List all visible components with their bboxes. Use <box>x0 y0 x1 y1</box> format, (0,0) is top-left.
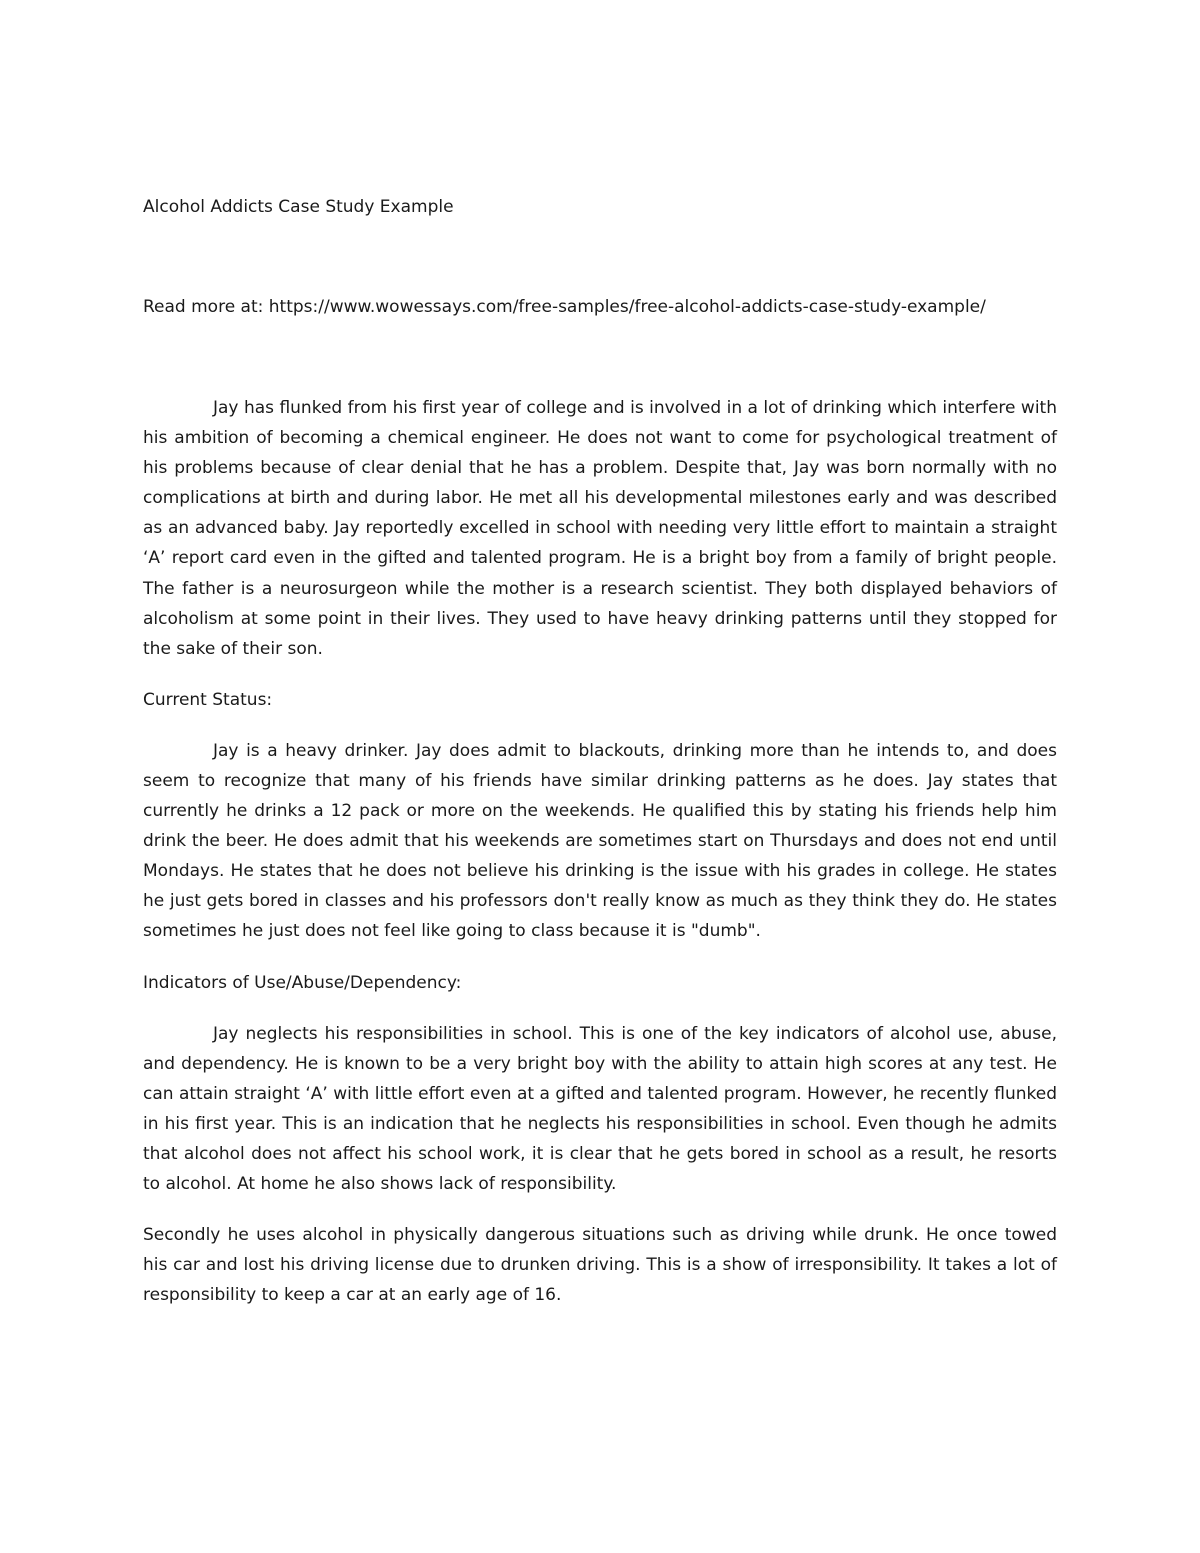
document-title: Alcohol Addicts Case Study Example <box>143 197 454 217</box>
intro-paragraph: Jay has flunked from his first year of college and is involved in a lot of drinking which interfere with his ambition of becoming a chemical engineer. He does not want to come for psychological treatment of his problems because of clear denial that he has a problem. Despite that, Jay was born normally with no complications at birth and during labor. He met all his developmental milestones early and was described as an advanced baby. Jay reportedly excelled in school with needing very little effort to maintain a straight ‘A’ report card even in the gifted and talented program. He is a bright boy from a family of bright people. The father is a neurosurgeon while the mother is a research scientist. They both displayed behaviors of alcoholism at some point in their lives. They used to have heavy drinking patterns until they stopped for the sake of their son. <box>143 398 1057 659</box>
current-status-paragraph: Jay is a heavy drinker. Jay does admit to blackouts, drinking more than he intends to, and does seem to recognize that many of his friends have similar drinking patterns as he does. Jay states that currently he drinks a 12 pack or more on the weekends. He qualified this by stating his friends help him drink the beer. He does admit that his weekends are sometimes start on Thursdays and does not end until Mondays. He states that he does not believe his drinking is the issue with his grades in college. He states he just gets bored in classes and his professors don't really know as much as they think they do. He states sometimes he just does not feel like going to class because it is "dumb". <box>143 740 1057 942</box>
secondly-paragraph: Secondly he uses alcohol in physically dangerous situations such as driving while drunk. He once towed his car and lost his driving license due to drunken driving. This is a show of irresponsibility. It takes a lot of responsibility to keep a car at an early age of 16. <box>143 1225 1057 1306</box>
document-page <box>143 192 1057 1310</box>
indicators-heading: Indicators of Use/Abuse/Dependency: <box>143 972 462 993</box>
source-link: Read more at: https://www.wowessays.com/free-samples/free-alcohol-addicts-case-study-example/ <box>143 297 986 317</box>
indicators-paragraph: Jay neglects his responsibilities in school. This is one of the key indicators of alcohol use, abuse, and dependency. He is known to be a very bright boy with the ability to attain high scores at any test. He can attain straight ‘A’ with little effort even at a gifted and talented program. However, he recently flunked in his first year. This is an indication that he neglects his responsibilities in school. Even though he admits that alcohol does not affect his school work, it is clear that he gets bored in school as a result, he resorts to alcohol. At home he also shows lack of responsibility. <box>143 1023 1057 1194</box>
current-status-heading: Current Status: <box>143 689 273 710</box>
